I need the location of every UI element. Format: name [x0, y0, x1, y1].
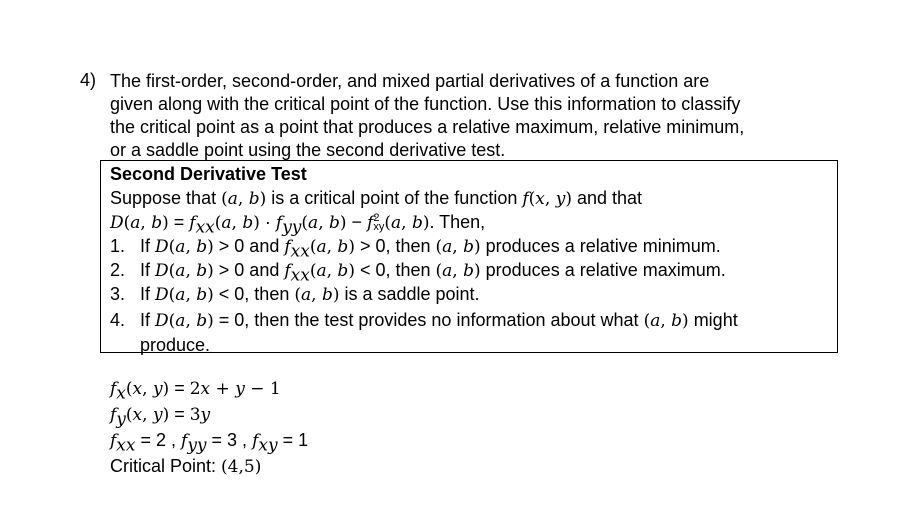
item-4-number: 4. — [110, 310, 126, 330]
question-line-1: The first-order, second-order, and mixed partial derivatives of a function are — [110, 71, 710, 91]
item-1-text: If D(a, b) > 0 and $f_{xx}(a$, b) > 0, then (a, b) produces a relative minimum. — [140, 236, 721, 262]
given-critical-point — [110, 456, 261, 477]
box-item-3 — [110, 284, 480, 305]
box-intro-line-1 — [110, 188, 642, 209]
given-fy — [110, 404, 210, 430]
given-fy-text: $f_y(x$, y) = 3y — [110, 404, 211, 430]
question-text — [110, 70, 850, 162]
question-line-4: or a saddle point using the second derivative test. — [110, 140, 506, 160]
critical-point-value: (4,5) — [221, 457, 262, 477]
given-fx — [110, 378, 281, 404]
intro-2-text: D(a, $b) = f_{xx}(a$, $b) \cdot f_{yy}(a$, b) − f 2 xy (a, b). Then, — [110, 212, 486, 238]
box-item-1 — [110, 236, 721, 262]
box-item-4 — [110, 308, 810, 357]
item-2-text: If D(a, b) > 0 and $f_{xx}(a$, b) < 0, then (a, b) produces a relative maximum. — [140, 260, 726, 286]
box-title: Second Derivative Test — [110, 164, 307, 184]
question-line-3: the critical point as a point that produces a relative maximum, relative minimum, — [110, 117, 745, 137]
question-number: 4) — [80, 70, 97, 90]
intro-1-text: Suppose that (a, b) is a critical point of the function f(x, y) and that — [110, 188, 643, 209]
item-1-number: 1. — [110, 236, 126, 256]
item-3-number: 3. — [110, 284, 126, 304]
question-line-2: given along with the critical point of the function. Use this information to classify — [110, 94, 741, 114]
second-derivative-test-box — [100, 160, 838, 353]
item-3-text: If D(a, b) < 0, then (a, b) is a saddle point. — [140, 284, 480, 305]
given-second-partials — [110, 430, 308, 456]
given-fx-text: $f_x(x$, y) = 2x + y − 1 — [110, 378, 281, 404]
box-item-2 — [110, 260, 726, 286]
given-second-text: $f_{xx} = 2$ , $f_{yy} = 3$ , $f_{xy} = 1$ — [110, 430, 309, 456]
item-4-text: If D(a, b) = 0, then the test provides no information about what (a, b) might produce. — [140, 310, 738, 355]
item-2-number: 2. — [110, 260, 126, 280]
box-intro-line-2 — [110, 212, 485, 238]
critical-point-label: Critical Point: — [110, 456, 217, 476]
